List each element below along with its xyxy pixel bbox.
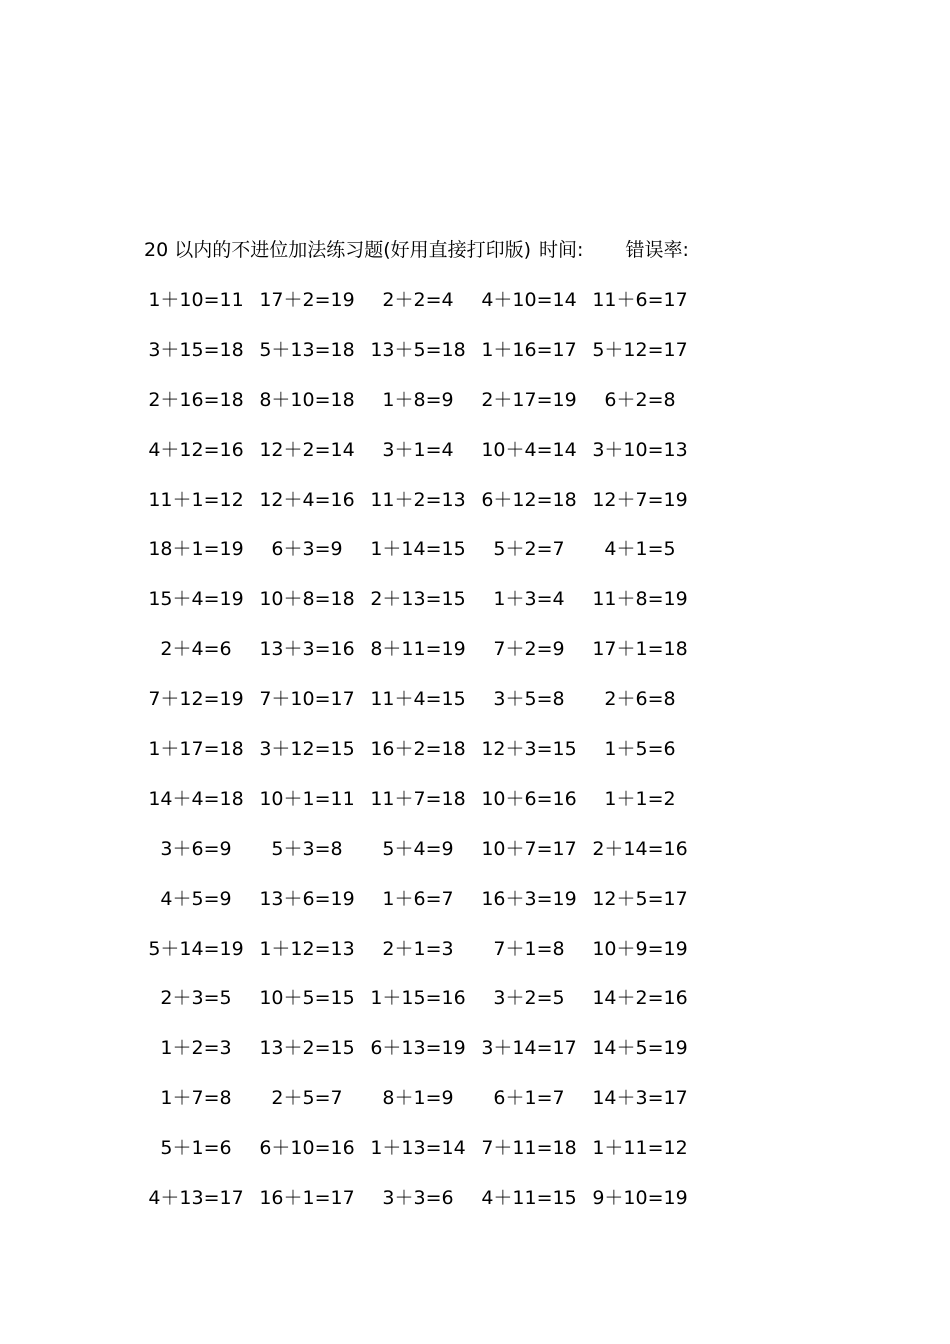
addition-problem: 10＋7=17 (481, 837, 577, 860)
addition-problem: 6＋10=16 (259, 1137, 355, 1160)
problem-row (146, 335, 706, 385)
addition-problem: 3＋2=5 (493, 987, 565, 1010)
addition-problem: 2＋13=15 (370, 588, 466, 611)
addition-problem: 1＋6=7 (382, 887, 454, 910)
problem-row (146, 385, 706, 435)
addition-problem: 5＋2=7 (493, 538, 565, 561)
addition-problem: 14＋4=18 (148, 787, 244, 810)
addition-problem: 14＋2=16 (592, 987, 688, 1010)
addition-problem: 11＋8=19 (592, 588, 688, 611)
addition-problem: 3＋10=13 (592, 438, 688, 461)
addition-problem: 10＋4=14 (481, 438, 577, 461)
addition-problem: 1＋8=9 (382, 388, 454, 411)
addition-problem: 14＋5=19 (592, 1037, 688, 1060)
addition-problem: 5＋13=18 (259, 338, 355, 361)
addition-problem: 12＋3=15 (481, 738, 577, 761)
addition-problem: 6＋12=18 (481, 488, 577, 511)
addition-problem: 7＋2=9 (493, 638, 565, 661)
addition-problem: 4＋5=9 (160, 887, 232, 910)
addition-problem: 1＋5=6 (604, 738, 676, 761)
addition-problem: 2＋2=4 (382, 289, 454, 311)
addition-problem: 1＋2=3 (160, 1037, 232, 1060)
addition-problem: 1＋16=17 (481, 338, 577, 361)
addition-problem: 10＋6=16 (481, 787, 577, 810)
addition-problem: 11＋4=15 (370, 688, 466, 711)
addition-problem: 17＋2=19 (259, 289, 355, 311)
addition-problem: 3＋12=15 (259, 738, 355, 761)
addition-problem: 17＋1=18 (592, 638, 688, 661)
worksheet-title: 20 以内的不进位加法练习题(好用直接打印版) (144, 239, 532, 261)
addition-problem: 1＋17=18 (148, 738, 244, 761)
addition-problem: 13＋6=19 (259, 887, 355, 910)
addition-problem: 5＋4=9 (382, 837, 454, 860)
addition-problem: 1＋10=11 (148, 289, 244, 311)
addition-problem: 2＋6=8 (604, 688, 676, 711)
problem-row (146, 1183, 706, 1233)
addition-problem: 1＋12=13 (259, 937, 355, 960)
problem-row (146, 435, 706, 485)
addition-problem: 12＋5=17 (592, 887, 688, 910)
addition-problem: 11＋1=12 (148, 488, 244, 511)
problem-row (146, 1133, 706, 1183)
problem-row (146, 584, 706, 634)
addition-problem: 5＋14=19 (148, 937, 244, 960)
addition-problem: 4＋13=17 (148, 1187, 244, 1210)
problem-row (146, 834, 706, 884)
problem-row (146, 485, 706, 535)
addition-problem: 1＋1=2 (604, 787, 676, 810)
addition-problem: 1＋7=8 (160, 1087, 232, 1110)
addition-problem: 15＋4=19 (148, 588, 244, 611)
addition-problem: 6＋2=8 (604, 388, 676, 411)
addition-problem: 2＋4=6 (160, 638, 232, 661)
error-rate-label: 错误率: (625, 239, 689, 261)
addition-problem: 3＋5=8 (493, 688, 565, 711)
addition-problem: 5＋3=8 (271, 837, 343, 860)
addition-problem: 5＋12=17 (592, 338, 688, 361)
addition-problem: 7＋1=8 (493, 937, 565, 960)
addition-problem: 6＋3=9 (271, 538, 343, 561)
addition-problem: 4＋10=14 (481, 289, 577, 311)
worksheet-header (144, 236, 689, 264)
addition-problem: 4＋11=15 (481, 1187, 577, 1210)
problem-row (146, 983, 706, 1033)
addition-problem: 13＋5=18 (370, 338, 466, 361)
addition-problem: 10＋1=11 (259, 787, 355, 810)
addition-problem: 11＋6=17 (592, 289, 688, 311)
addition-problem: 8＋1=9 (382, 1087, 454, 1110)
addition-problem: 2＋5=7 (271, 1087, 343, 1110)
addition-problem: 11＋2=13 (370, 488, 466, 511)
addition-problem: 13＋3=16 (259, 638, 355, 661)
addition-problem: 10＋5=15 (259, 987, 355, 1010)
addition-problem: 12＋7=19 (592, 488, 688, 511)
addition-problem: 9＋10=19 (592, 1187, 688, 1210)
problem-row (146, 784, 706, 834)
addition-problem: 6＋1=7 (493, 1087, 565, 1110)
addition-problem: 7＋12=19 (148, 688, 244, 711)
addition-problem: 1＋11=12 (592, 1137, 688, 1160)
problem-row (146, 934, 706, 984)
addition-problem: 1＋15=16 (370, 987, 466, 1010)
addition-problem: 3＋14=17 (481, 1037, 577, 1060)
addition-problem: 3＋1=4 (382, 438, 454, 461)
addition-problem: 10＋9=19 (592, 937, 688, 960)
addition-problem: 1＋3=4 (493, 588, 565, 611)
addition-problem: 3＋6=9 (160, 837, 232, 860)
addition-problem: 16＋1=17 (259, 1187, 355, 1210)
addition-problem: 2＋17=19 (481, 388, 577, 411)
addition-problem: 14＋3=17 (592, 1087, 688, 1110)
addition-problem: 2＋14=16 (592, 837, 688, 860)
addition-problem: 12＋4=16 (259, 488, 355, 511)
addition-problem: 1＋13=14 (370, 1137, 466, 1160)
addition-problem: 8＋10=18 (259, 388, 355, 411)
problem-row (146, 884, 706, 934)
addition-problem: 4＋12=16 (148, 438, 244, 461)
addition-problem: 6＋13=19 (370, 1037, 466, 1060)
time-label: 时间: (539, 239, 584, 261)
addition-problem: 2＋16=18 (148, 388, 244, 411)
addition-problem: 12＋2=14 (259, 438, 355, 461)
addition-problem: 16＋2=18 (370, 738, 466, 761)
addition-problem: 18＋1=19 (148, 538, 244, 561)
addition-problem: 13＋2=15 (259, 1037, 355, 1060)
addition-problem: 10＋8=18 (259, 588, 355, 611)
addition-problem: 4＋1=5 (604, 538, 676, 561)
addition-problem: 7＋10=17 (259, 688, 355, 711)
problem-row (146, 1033, 706, 1083)
problem-row (146, 285, 706, 335)
addition-problem: 5＋1=6 (160, 1137, 232, 1160)
addition-problem: 2＋3=5 (160, 987, 232, 1010)
addition-problem: 1＋14=15 (370, 538, 466, 561)
addition-problem: 3＋15=18 (148, 338, 244, 361)
problem-row (146, 734, 706, 784)
problem-row (146, 634, 706, 684)
problem-row (146, 684, 706, 734)
addition-problem: 16＋3=19 (481, 887, 577, 910)
addition-problem: 11＋7=18 (370, 787, 466, 810)
problem-row (146, 534, 706, 584)
addition-problem: 2＋1=3 (382, 937, 454, 960)
addition-problem: 8＋11=19 (370, 638, 466, 661)
addition-problem: 3＋3=6 (382, 1187, 454, 1210)
problem-grid (146, 285, 706, 1233)
addition-problem: 7＋11=18 (481, 1137, 577, 1160)
problem-row (146, 1083, 706, 1133)
